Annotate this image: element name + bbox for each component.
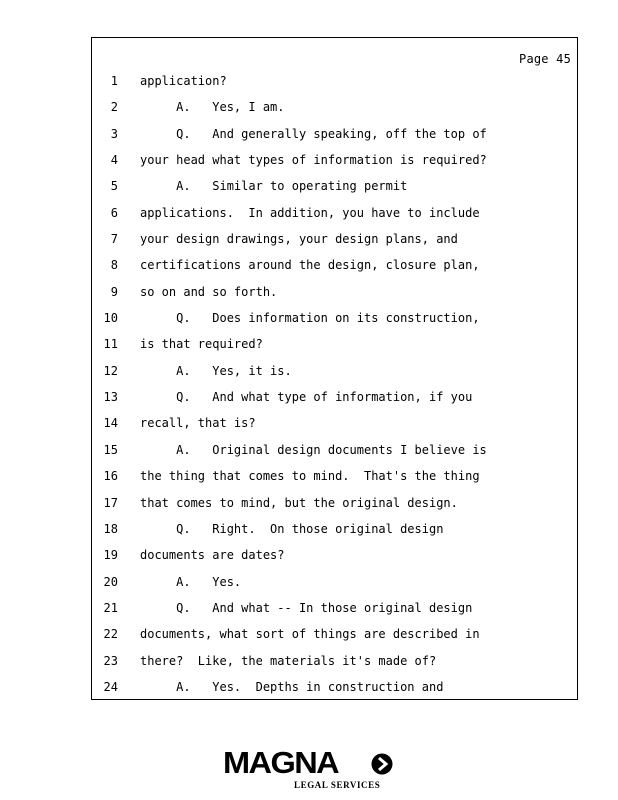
line-number: 3 <box>110 126 118 141</box>
line-text: A. Original design documents I believe is <box>140 442 487 457</box>
line-number: 11 <box>103 337 118 352</box>
line-number: 18 <box>103 521 118 536</box>
transcript-line <box>92 463 577 489</box>
line-text: Q. Does information on its construction, <box>140 311 480 326</box>
line-number: 6 <box>110 205 118 220</box>
line-text: Q. And what -- In those original design <box>140 600 473 615</box>
transcript-line <box>92 173 577 199</box>
transcript-line <box>92 252 577 278</box>
line-number: 24 <box>103 679 118 694</box>
line-text: documents, what sort of things are described in <box>140 627 480 642</box>
transcript-line <box>92 569 577 595</box>
line-number: 16 <box>103 469 118 484</box>
transcript-line <box>92 331 577 357</box>
line-number: 19 <box>103 548 118 563</box>
line-number: 13 <box>103 390 118 405</box>
transcript-line <box>92 200 577 226</box>
line-text: A. Yes, it is. <box>140 363 292 378</box>
line-number: 14 <box>103 416 118 431</box>
line-number: 7 <box>110 232 118 247</box>
transcript-line <box>92 516 577 542</box>
line-text: application? <box>140 74 227 88</box>
transcript-line <box>92 648 577 674</box>
line-number: 2 <box>110 100 118 115</box>
line-text: is that required? <box>140 337 263 352</box>
line-text: so on and so forth. <box>140 284 278 299</box>
line-text: Q. And generally speaking, off the top of <box>140 126 487 141</box>
transcript-line <box>92 490 577 516</box>
line-text: certifications around the design, closure plan, <box>140 258 480 273</box>
transcript-line <box>92 121 577 147</box>
line-text: applications. In addition, you have to include <box>140 205 480 220</box>
line-number: 23 <box>103 653 118 668</box>
transcript-line <box>92 595 577 621</box>
transcript-line <box>92 437 577 463</box>
line-text: your design drawings, your design plans, and <box>140 232 458 247</box>
transcript-line <box>92 410 577 436</box>
chevron-circle-icon <box>371 753 393 775</box>
transcript-page <box>91 37 578 700</box>
line-number: 5 <box>110 179 118 194</box>
line-number: 22 <box>103 627 118 642</box>
line-text: your head what types of information is required? <box>140 153 487 168</box>
line-number: 8 <box>110 258 118 273</box>
page-number: Page 45 <box>519 52 571 66</box>
transcript-line <box>92 305 577 331</box>
line-text: A. Yes, I am. <box>140 100 285 115</box>
logo-wordmark: MAGNA <box>223 745 339 780</box>
transcript-line <box>92 384 577 410</box>
magna-logo <box>223 746 398 794</box>
line-text: Q. Right. On those original design <box>140 521 444 536</box>
line-text: A. Yes. <box>140 574 242 589</box>
transcript-line <box>92 147 577 173</box>
line-text: the thing that comes to mind. That's the thing <box>140 469 480 484</box>
transcript-lines <box>92 68 577 700</box>
line-number: 15 <box>103 442 118 457</box>
transcript-line <box>92 68 577 94</box>
transcript-line <box>92 226 577 252</box>
line-number: 21 <box>103 600 118 615</box>
line-text: A. Similar to operating permit <box>140 179 408 194</box>
line-number: 17 <box>103 495 118 510</box>
transcript-line <box>92 358 577 384</box>
line-text: documents are dates? <box>140 548 285 563</box>
line-text: A. Yes. Depths in construction and <box>140 679 444 694</box>
transcript-line <box>92 542 577 568</box>
line-number: 12 <box>103 363 118 378</box>
transcript-line <box>92 674 577 700</box>
line-number: 10 <box>103 311 118 326</box>
logo-subtitle: LEGAL SERVICES <box>294 780 381 790</box>
transcript-line <box>92 94 577 120</box>
line-text: recall, that is? <box>140 416 256 431</box>
line-number: 1 <box>110 74 118 88</box>
line-text: Q. And what type of information, if you <box>140 390 473 405</box>
line-number: 20 <box>103 574 118 589</box>
line-number: 4 <box>110 153 118 168</box>
transcript-line <box>92 621 577 647</box>
line-text: that comes to mind, but the original design. <box>140 495 458 510</box>
transcript-line <box>92 279 577 305</box>
line-text: there? Like, the materials it's made of? <box>140 653 437 668</box>
line-number: 9 <box>110 284 118 299</box>
